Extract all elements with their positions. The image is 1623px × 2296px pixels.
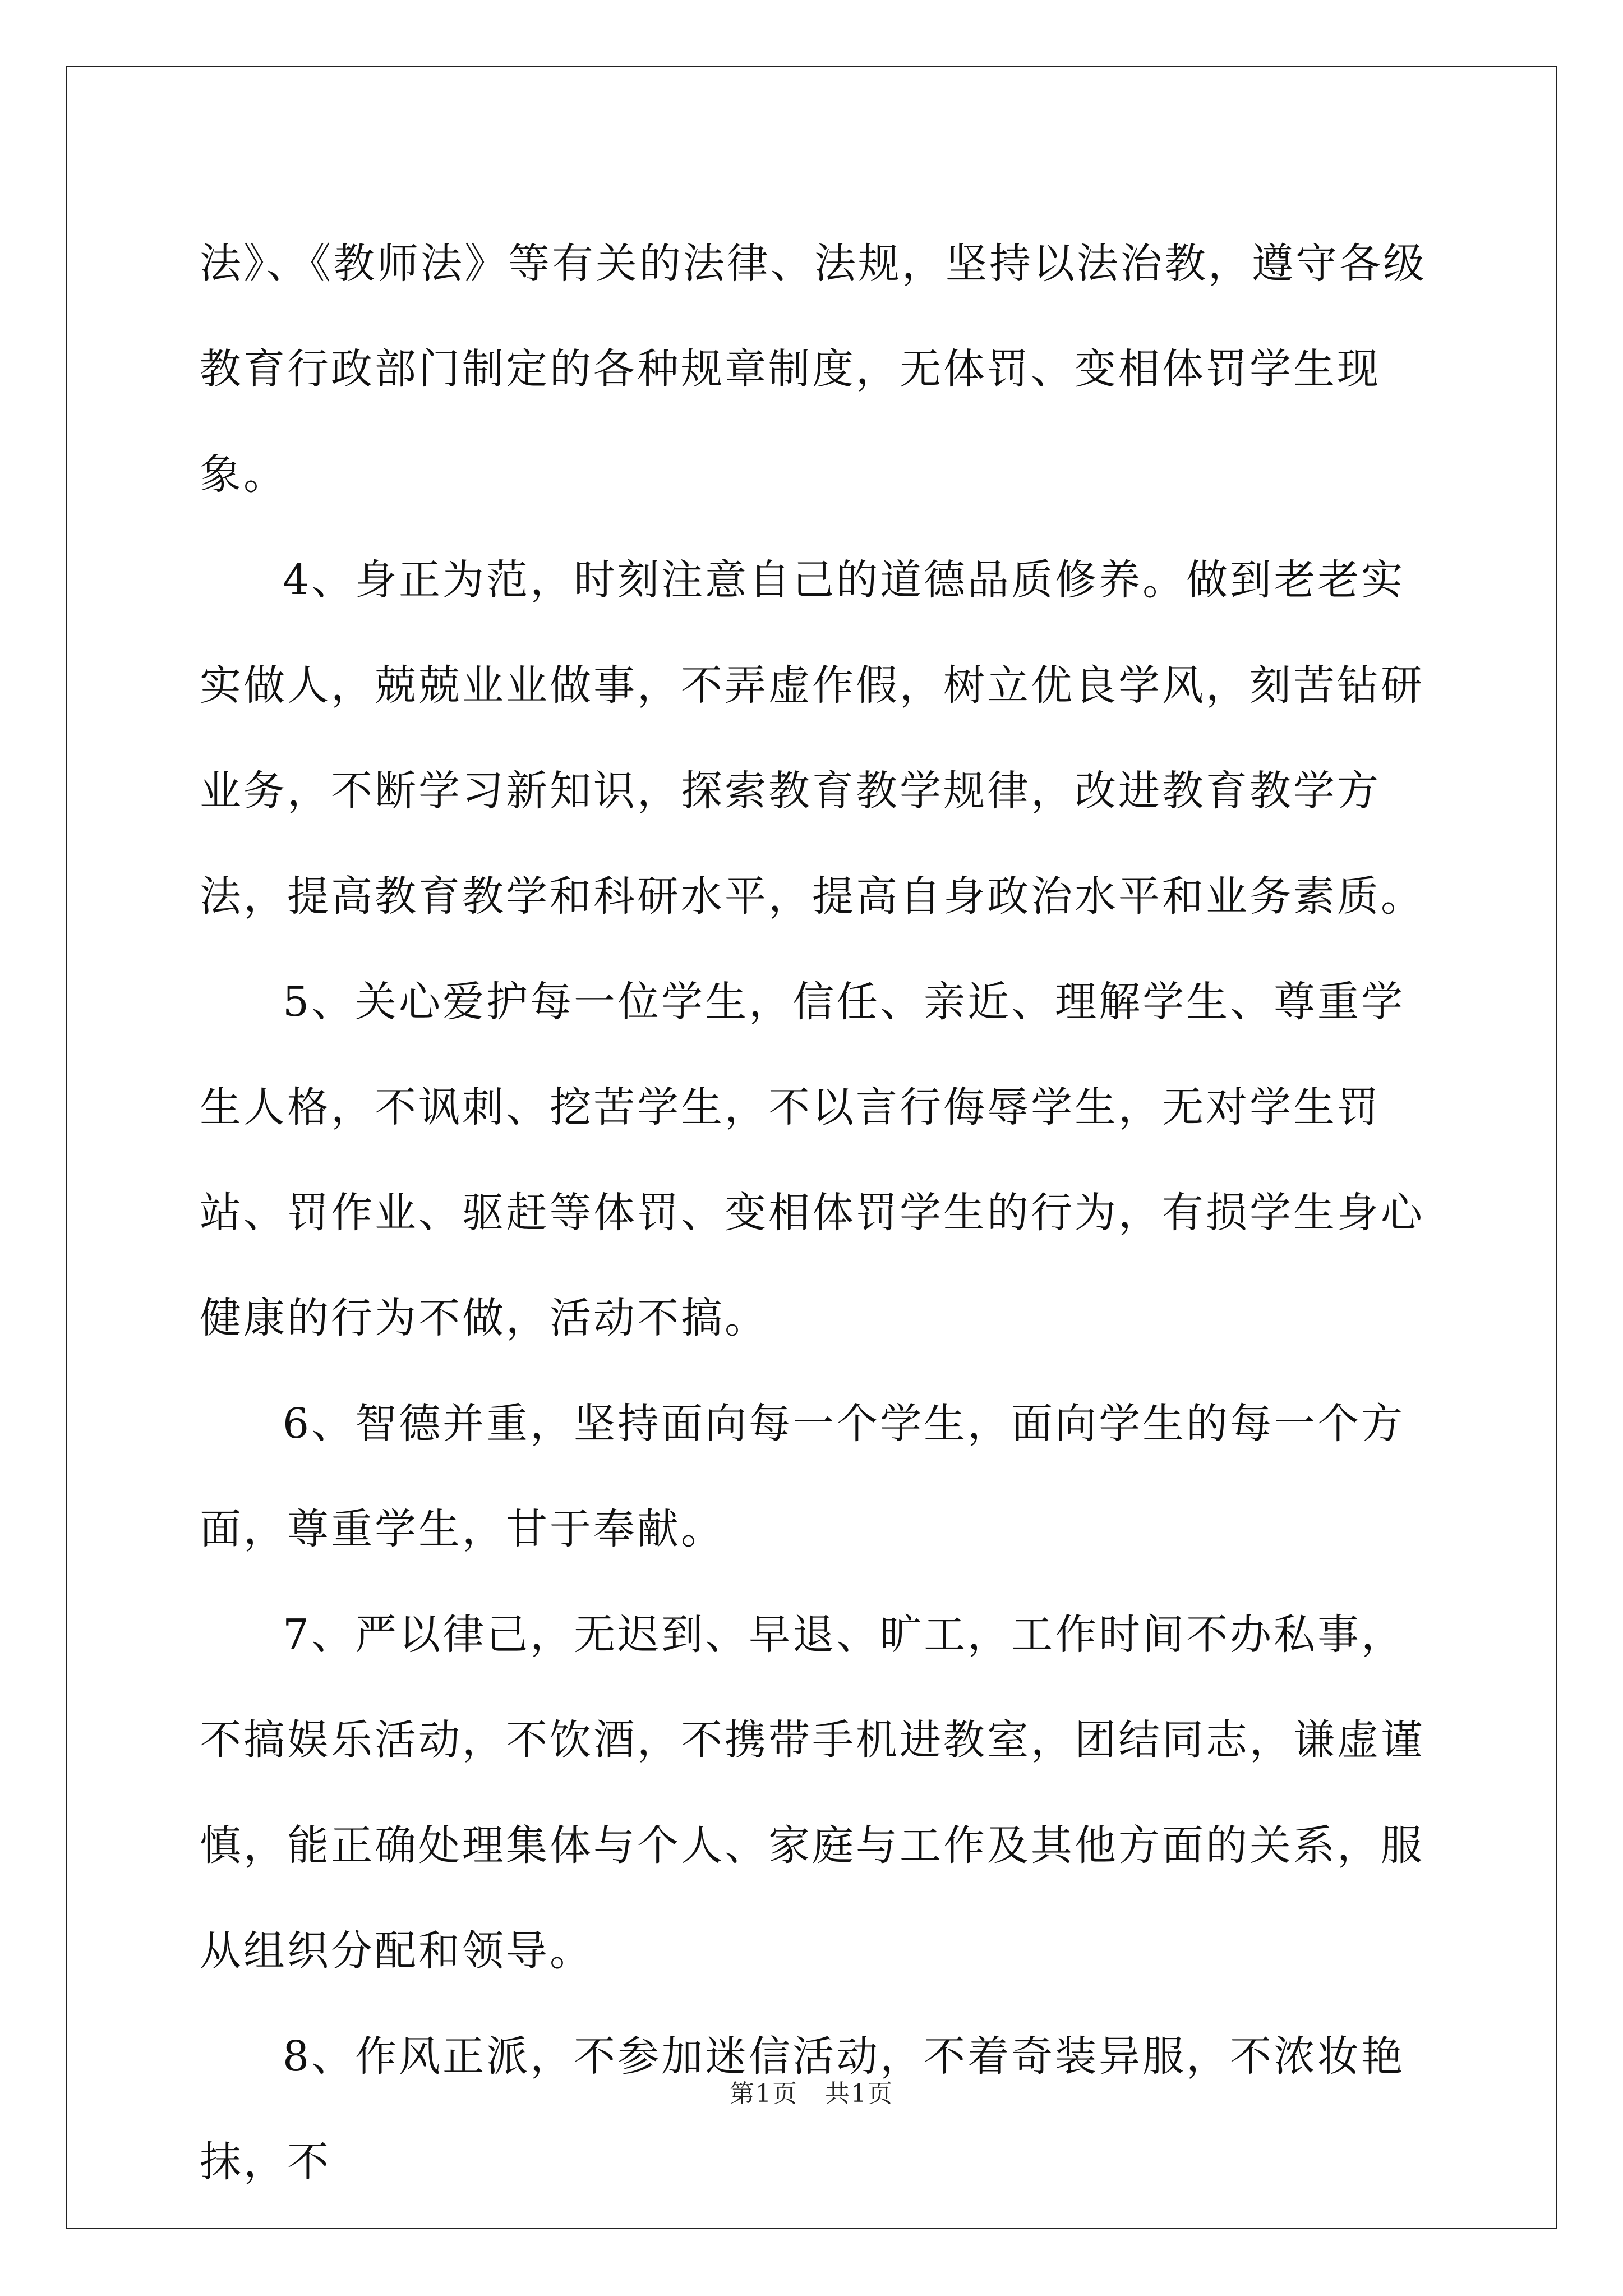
- paragraph-item-8: 8、作风正派，不参加迷信活动，不着奇装异服，不浓妆艳抹，不: [200, 2032, 1405, 2186]
- page-number-footer: 第1页 共1页: [730, 2079, 893, 2108]
- document-body: [200, 211, 1431, 2215]
- paragraph-item-6: 6、智德并重，坚持面向每一个学生，面向学生的每一个方面，尊重学生，甘于奉献。: [200, 1400, 1405, 1553]
- paragraph-item-7: 7、严以律己，无迟到、早退、旷工，工作时间不办私事，不搞娱乐活动，不饮酒，不携带手机进教室，团结同志，谦虚谨慎，能正确处理集体与个人、家庭与工作及其他方面的关系，服从组织分配和领导。: [200, 1611, 1424, 1975]
- paragraph-continuation: 法》、《教师法》等有关的法律、法规，坚持以法治教，遵守各级教育行政部门制定的各种规章制度，无体罚、变相体罚学生现象。: [200, 240, 1427, 499]
- paragraph-item-4: 4、身正为范，时刻注意自己的道德品质修养。做到老老实实做人，兢兢业业做事，不弄虚作假，树立优良学风，刻苦钻研业务，不断学习新知识，探索教育教学规律，改进教育教学方法，提高教育教学和科研水平，提高自身政治水平和业务素质。: [200, 556, 1424, 921]
- paragraph-item-5: 5、关心爱护每一位学生，信任、亲近、理解学生、尊重学生人格，不讽刺、挖苦学生，不以言行侮辱学生，无对学生罚站、罚作业、驱赶等体罚、变相体罚学生的行为，有损学生身心健康的行为不做，活动不搞。: [200, 978, 1424, 1342]
